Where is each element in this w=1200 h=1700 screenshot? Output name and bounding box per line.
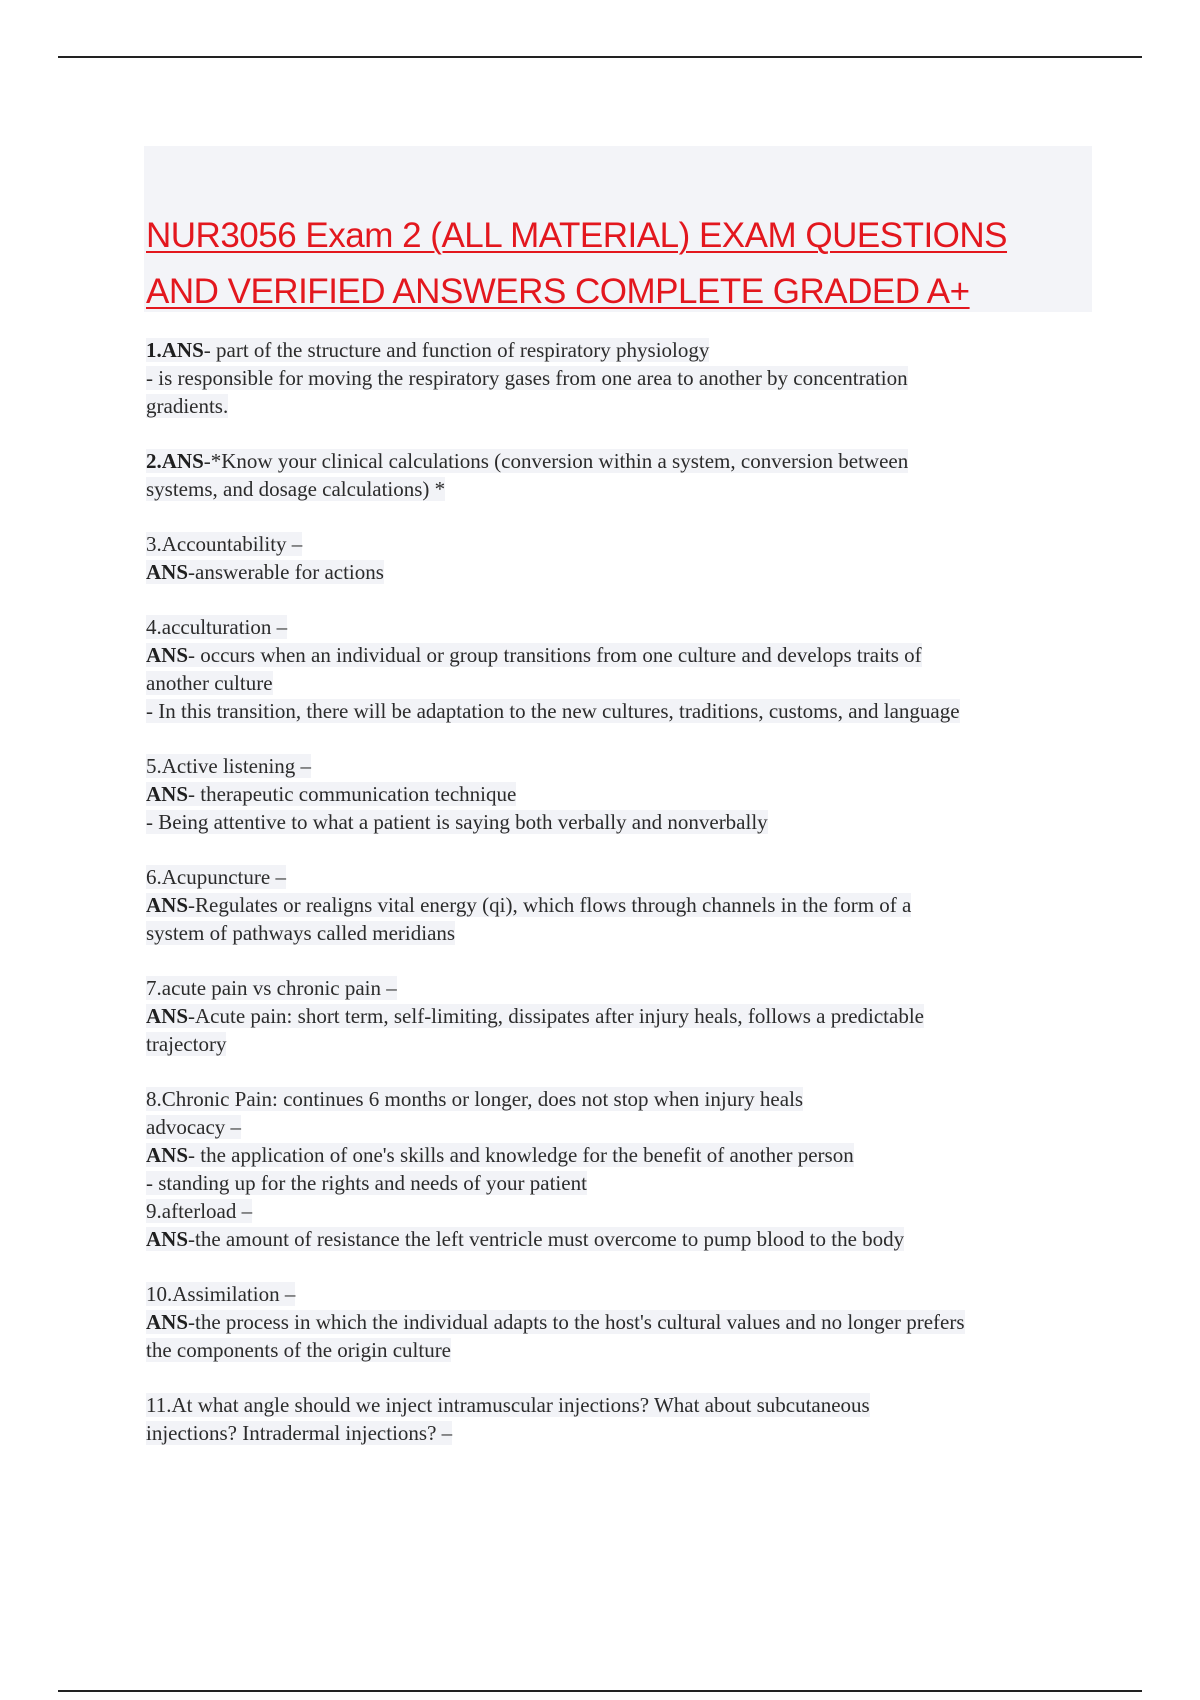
answer-text: - occurs when an individual or group transitions from one culture and develops traits of: [188, 643, 922, 667]
answer-text: - In this transition, there will be adaptation to the new cultures, traditions, customs, and language: [146, 699, 960, 723]
top-rule: [58, 56, 1142, 58]
question-text: 3.Accountability –: [146, 532, 303, 556]
answer-text: -the process in which the individual adapts to the host's cultural values and no longer prefers: [188, 1310, 965, 1334]
answer-text: - the application of one's skills and knowledge for the benefit of another person: [188, 1143, 854, 1167]
answer-text: -answerable for actions: [188, 560, 384, 584]
question-text: 8.Chronic Pain: continues 6 months or longer, does not stop when injury heals: [146, 1087, 804, 1111]
answer-text: systems, and dosage calculations) *: [146, 477, 446, 501]
ans-label: ANS: [146, 1004, 189, 1028]
ans-label: ANS: [146, 560, 189, 584]
question-text: 4.acculturation –: [146, 615, 288, 639]
ans-label: ANS: [146, 1143, 189, 1167]
entry-2: [146, 447, 1096, 503]
question-text: 10.Assimilation –: [146, 1282, 296, 1306]
entry-7: [146, 974, 1096, 1058]
ans-label: ANS: [146, 893, 189, 917]
answer-text: -Regulates or realigns vital energy (qi), which flows through channels in the form of a: [188, 893, 912, 917]
question-text: 9.afterload –: [146, 1199, 253, 1223]
entry-3: [146, 530, 1096, 586]
ans-label: ANS: [146, 782, 189, 806]
answer-text: - is responsible for moving the respiratory gases from one area to another by concentration: [146, 366, 908, 390]
answer-text: another culture: [146, 671, 273, 695]
question-text: 7.acute pain vs chronic pain –: [146, 976, 397, 1000]
question-text: injections? Intradermal injections? –: [146, 1421, 453, 1445]
question-text: 5.Active listening –: [146, 754, 312, 778]
title-block: [144, 146, 1092, 312]
question-text: 11.At what angle should we inject intramuscular injections? What about subcutaneous: [146, 1393, 870, 1417]
entry-9: [146, 1197, 1096, 1253]
title-line-2: AND VERIFIED ANSWERS COMPLETE GRADED A+: [146, 272, 970, 311]
question-text: advocacy –: [146, 1115, 242, 1139]
entry-1: [146, 336, 1096, 420]
entry-5: [146, 752, 1096, 836]
entry-label: 1.ANS: [146, 338, 204, 362]
answer-text: - part of the structure and function of respiratory physiology: [203, 338, 710, 362]
entry-10: [146, 1280, 1096, 1364]
answer-text: -the amount of resistance the left ventricle must overcome to pump blood to the body: [188, 1227, 905, 1251]
entry-4: [146, 613, 1096, 725]
ans-label: ANS: [146, 643, 189, 667]
bottom-rule: [58, 1690, 1142, 1692]
document-title: [146, 208, 1092, 320]
entry-6: [146, 863, 1096, 947]
answer-text: - Being attentive to what a patient is saying both verbally and nonverbally: [146, 810, 768, 834]
answer-text: - therapeutic communication technique: [188, 782, 517, 806]
answer-text: gradients.: [146, 394, 229, 418]
answer-text: trajectory: [146, 1032, 227, 1056]
document-body: [146, 336, 1096, 1474]
ans-label: ANS: [146, 1310, 189, 1334]
ans-label: ANS: [146, 1227, 189, 1251]
answer-text: -*Know your clinical calculations (conversion within a system, conversion between: [203, 449, 909, 473]
answer-text: the components of the origin culture: [146, 1338, 452, 1362]
answer-text: system of pathways called meridians: [146, 921, 456, 945]
question-text: 6.Acupuncture –: [146, 865, 286, 889]
answer-text: - standing up for the rights and needs of your patient: [146, 1171, 587, 1195]
entry-label: 2.ANS: [146, 449, 204, 473]
entry-11: [146, 1391, 1096, 1447]
answer-text: -Acute pain: short term, self-limiting, dissipates after injury heals, follows a predictable: [188, 1004, 924, 1028]
entry-8: [146, 1085, 1096, 1197]
title-line-1: NUR3056 Exam 2 (ALL MATERIAL) EXAM QUESTIONS: [146, 216, 1008, 255]
